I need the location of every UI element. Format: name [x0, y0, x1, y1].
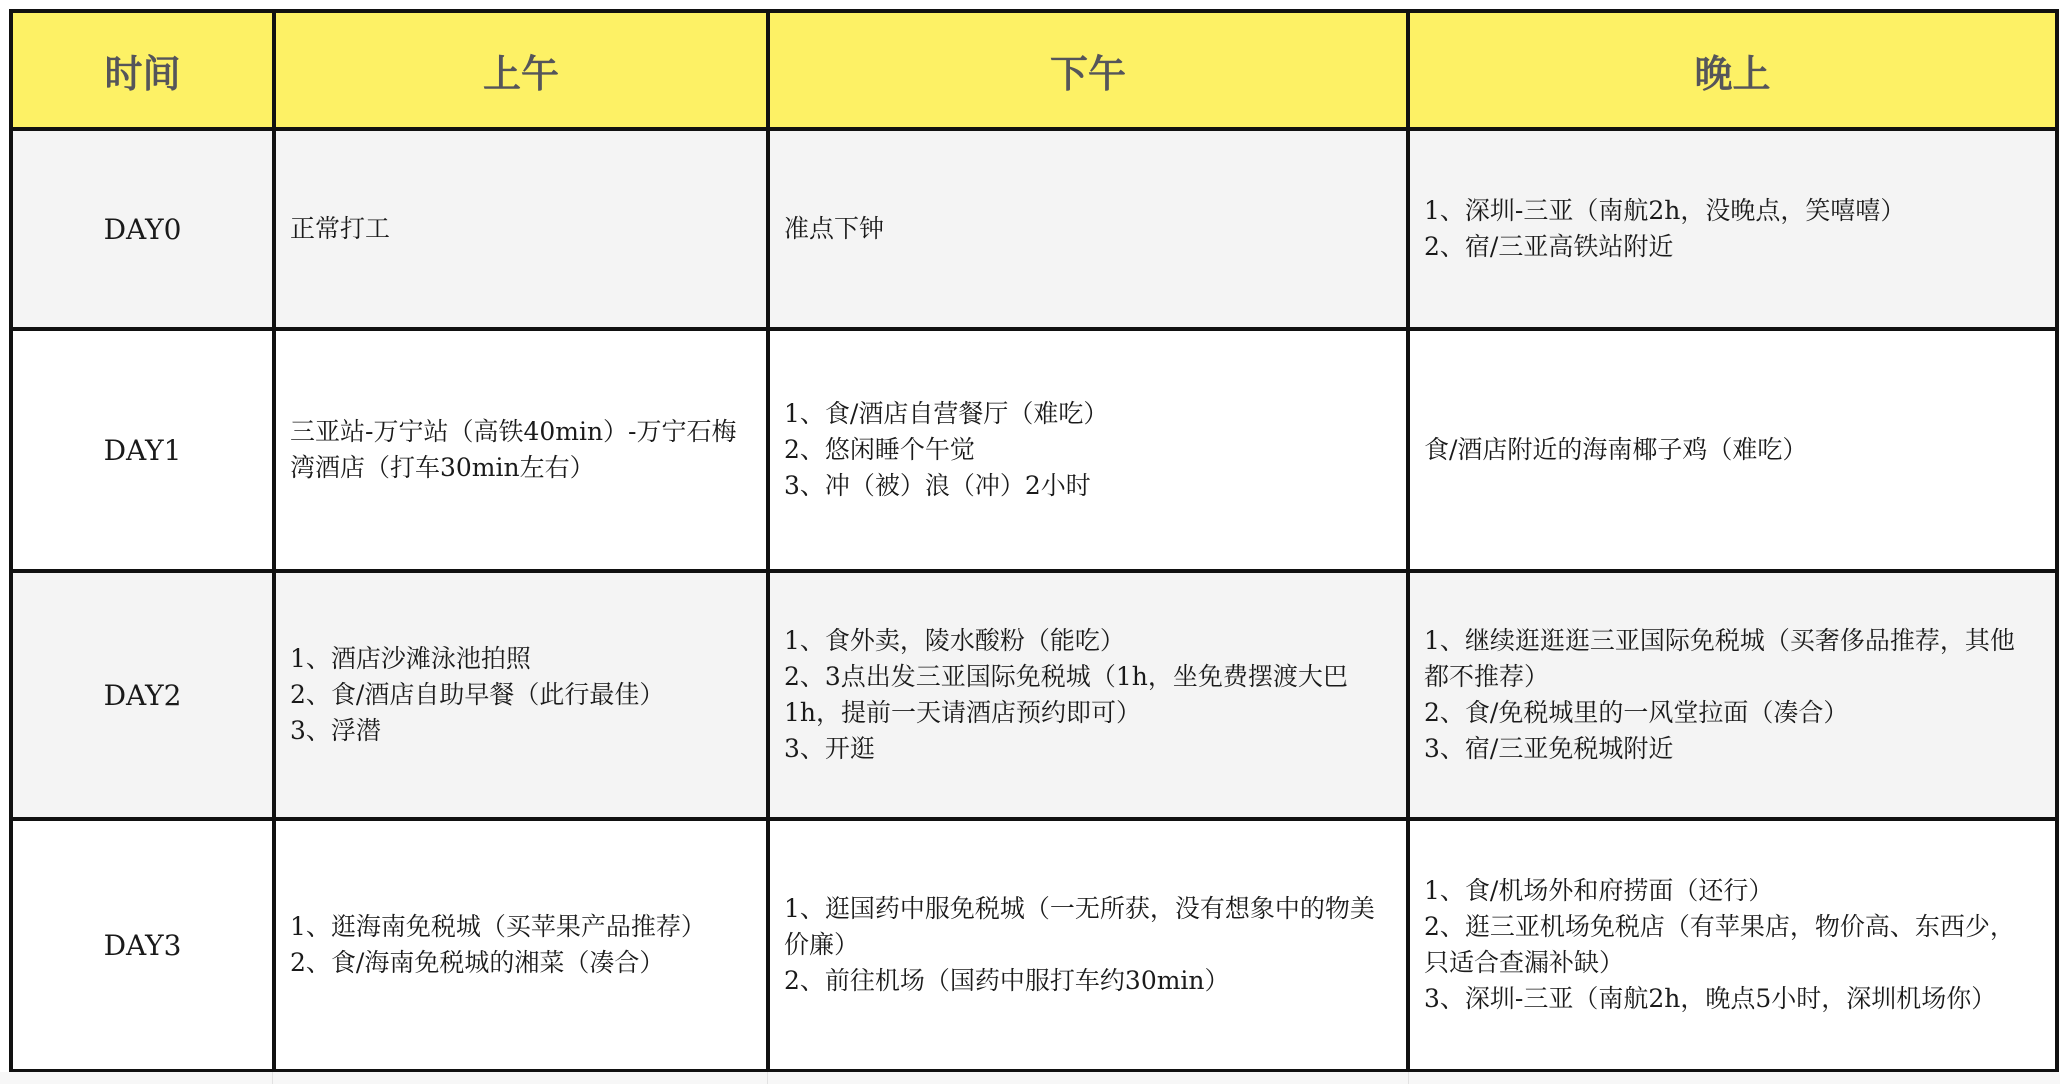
cell-line: 2、食/海南免税城的湘菜（凑合）	[290, 948, 665, 977]
cell-line: 食/酒店附近的海南椰子鸡（难吃）	[1424, 435, 1808, 464]
header-afternoon[interactable]: 下午	[768, 11, 1408, 129]
afternoon-cell[interactable]	[768, 129, 1408, 329]
day-cell[interactable]: DAY3	[11, 819, 274, 1071]
table-row	[11, 129, 2057, 329]
table-row	[11, 819, 2057, 1071]
evening-cell[interactable]	[1408, 329, 2057, 571]
cell-line: 3、浮潜	[290, 716, 381, 745]
cell-line: 3、宿/三亚免税城附近	[1424, 734, 1674, 763]
table-row	[11, 571, 2057, 819]
day-cell[interactable]: DAY2	[11, 571, 274, 819]
cell-line: 只适合查漏补缺）	[1424, 948, 1625, 977]
cell-line: 2、前往机场（国药中服打车约30min）	[784, 966, 1230, 995]
cell-line: 1、食/酒店自营餐厅（难吃）	[784, 399, 1109, 428]
afternoon-cell[interactable]	[768, 571, 1408, 819]
header-time[interactable]: 时间	[11, 11, 274, 129]
cell-line: 2、3点出发三亚国际免税城（1h，坐免费摆渡大巴	[784, 662, 1348, 691]
morning-cell[interactable]	[274, 329, 768, 571]
cell-line: 1、逛国药中服免税城（一无所获，没有想象中的物美	[784, 894, 1375, 923]
cell-line: 3、深圳-三亚（南航2h，晚点5小时，深圳机场你）	[1424, 984, 1997, 1013]
cell-line: 都不推荐）	[1424, 662, 1550, 691]
header-row	[11, 11, 2057, 129]
morning-cell[interactable]	[274, 129, 768, 329]
day-cell[interactable]: DAY0	[11, 129, 274, 329]
cell-line: 1、继续逛逛逛三亚国际免税城（买奢侈品推荐，其他	[1424, 626, 2015, 655]
cell-line: 2、逛三亚机场免税店（有苹果店，物价高、东西少，	[1424, 912, 2015, 941]
header-evening[interactable]: 晚上	[1408, 11, 2057, 129]
cell-line: 价廉）	[784, 930, 860, 959]
afternoon-cell[interactable]	[768, 819, 1408, 1071]
morning-cell[interactable]	[274, 571, 768, 819]
cell-line: 2、悠闲睡个午觉	[784, 435, 975, 464]
cell-line: 1、食外卖，陵水酸粉（能吃）	[784, 626, 1125, 655]
cell-line: 1、酒店沙滩泳池拍照	[290, 644, 531, 673]
evening-cell[interactable]	[1408, 819, 2057, 1071]
cell-line: 2、宿/三亚高铁站附近	[1424, 232, 1674, 261]
evening-cell[interactable]	[1408, 129, 2057, 329]
cell-line: 3、开逛	[784, 734, 875, 763]
morning-cell[interactable]	[274, 819, 768, 1071]
cell-line: 2、食/酒店自助早餐（此行最佳）	[290, 680, 665, 709]
gridline	[1408, 1072, 1409, 1084]
cell-line: 1、深圳-三亚（南航2h，没晚点，笑嘻嘻）	[1424, 196, 1906, 225]
gridline	[272, 1072, 273, 1084]
cell-line: 1、逛海南免税城（买苹果产品推荐）	[290, 912, 706, 941]
gridline	[767, 1072, 768, 1084]
header-morning[interactable]: 上午	[274, 11, 768, 129]
evening-cell[interactable]	[1408, 571, 2057, 819]
cell-line: 1h，提前一天请酒店预约即可）	[784, 698, 1142, 727]
cell-line: 准点下钟	[784, 214, 885, 243]
cell-line: 3、冲（被）浪（冲）2小时	[784, 471, 1091, 500]
afternoon-cell[interactable]	[768, 329, 1408, 571]
cell-line: 三亚站-万宁站（高铁40min）-万宁石梅	[290, 417, 737, 446]
cell-line: 1、食/机场外和府捞面（还行）	[1424, 876, 1774, 905]
cell-line: 湾酒店（打车30min左右）	[290, 453, 595, 482]
itinerary-table	[9, 9, 2059, 1073]
cell-line: 正常打工	[290, 214, 391, 243]
cell-line: 2、食/免税城里的一风堂拉面（凑合）	[1424, 698, 1849, 727]
day-cell[interactable]: DAY1	[11, 329, 274, 571]
table-row	[11, 329, 2057, 571]
next-row-strip	[0, 1072, 2060, 1084]
